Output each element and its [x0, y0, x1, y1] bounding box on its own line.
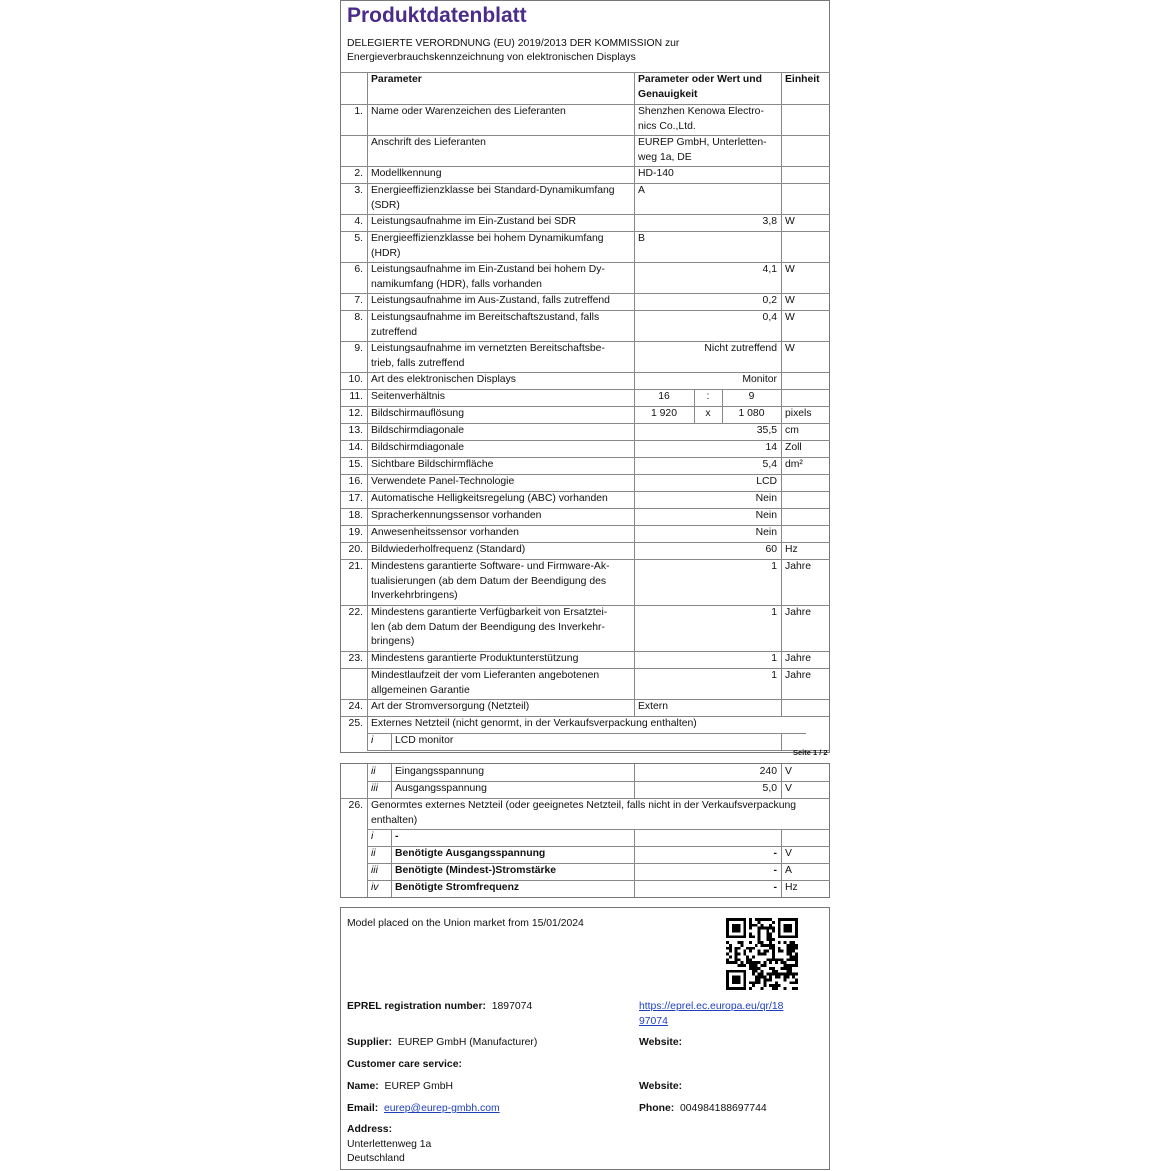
row-number: 3. — [354, 185, 363, 196]
table-rule — [781, 863, 782, 880]
row-value: - — [773, 865, 777, 876]
table-rule — [391, 863, 392, 880]
row-number: 6. — [354, 264, 363, 275]
row-unit — [781, 166, 830, 183]
row-value: 5,0 — [762, 783, 777, 794]
row-parameter: Bildschirmdiagonale — [371, 425, 464, 436]
table-rule — [781, 406, 782, 423]
table-rule — [781, 214, 782, 231]
table-rule — [781, 440, 782, 457]
table-rule — [634, 651, 635, 668]
row-number: 1. — [354, 106, 363, 117]
table-rule — [391, 764, 392, 781]
qr-code-icon[interactable] — [726, 918, 798, 990]
row-value: 4,1 — [762, 264, 777, 275]
row-value: - — [773, 882, 777, 893]
table-rule — [634, 135, 635, 166]
table-rule — [634, 542, 635, 559]
row-value: 35,5 — [756, 425, 777, 436]
row-value: 0,4 — [762, 312, 777, 323]
table-rule — [367, 699, 368, 716]
row-parameter: Mindestlaufzeit der vom Lieferanten angebotenen allgemeinen Garantie — [371, 670, 600, 696]
row-unit — [781, 474, 830, 491]
table-rule — [722, 389, 723, 406]
table-rule — [781, 508, 782, 525]
row-parameter: Leistungsaufnahme im Ein-Zustand bei SDR — [371, 216, 577, 227]
table-rule — [634, 262, 635, 293]
page-number: Seite 1 / 2 — [793, 748, 828, 757]
row-value-b: 9 — [748, 391, 755, 402]
table-rule — [781, 605, 782, 651]
row-number: 26. — [348, 800, 363, 811]
table-rule — [634, 863, 635, 880]
row-unit — [781, 183, 830, 214]
header-parameter: Parameter — [371, 74, 422, 85]
table-rule — [634, 605, 635, 651]
customer-care-label: Customer care service: — [347, 1059, 462, 1070]
row-unit: Jahre — [785, 607, 811, 618]
row-value: A — [638, 185, 645, 196]
row-parameter: Leistungsaufnahme im vernetzten Bereitschaftsbe- trieb, falls zutreffend — [371, 343, 605, 369]
row-parameter: Eingangsspannung — [395, 766, 484, 777]
row-value: 60 — [765, 544, 777, 555]
table-rule — [634, 880, 635, 897]
row-parameter: Leistungsaufnahme im Ein-Zustand bei hohem Dy- namikumfang (HDR), falls vorhanden — [371, 264, 605, 290]
row-unit: Jahre — [785, 653, 811, 664]
row-unit: pixels — [785, 408, 812, 419]
row-number: 24. — [348, 701, 363, 712]
row-unit: V — [785, 766, 792, 777]
row-parameter: Mindestens garantierte Produktunterstützung — [371, 653, 579, 664]
table-rule — [781, 829, 782, 846]
table-rule — [781, 651, 782, 668]
table-rule — [634, 183, 635, 214]
header-value: Parameter oder Wert und Genauigkeit — [638, 74, 762, 100]
row-parameter: Bildwiederholfrequenz (Standard) — [371, 544, 526, 555]
row-number: 11. — [349, 391, 363, 402]
row-parameter: Energieeffizienzklasse bei hohem Dynamikumfang (HDR) — [371, 233, 604, 259]
table-rule — [634, 341, 635, 372]
row-value: 3,8 — [762, 216, 777, 227]
table-rule — [367, 183, 368, 214]
table-rule — [367, 72, 368, 104]
table-rule — [781, 372, 782, 389]
table-rule — [367, 293, 368, 310]
row-unit — [781, 508, 830, 525]
row-value: Nein — [755, 493, 777, 504]
table-rule — [781, 733, 782, 750]
row-number: 13. — [348, 425, 363, 436]
table-rule — [634, 372, 635, 389]
table-rule — [367, 135, 368, 166]
row-value: 1 — [771, 670, 777, 681]
row-number: 5. — [354, 233, 363, 244]
row-unit: Zoll — [785, 442, 802, 453]
table-rule — [634, 440, 635, 457]
row-value: Nein — [755, 510, 777, 521]
table-rule — [367, 310, 368, 341]
row-number: 17. — [348, 493, 363, 504]
eprel-link[interactable]: https://eprel.ec.europa.eu/qr/18 97074 — [639, 1001, 784, 1027]
table-rule — [367, 423, 368, 440]
row-parameter: Anwesenheitssensor vorhanden — [371, 527, 519, 538]
table-rule — [367, 508, 368, 525]
row-unit — [781, 104, 830, 135]
row-value: Shenzhen Kenowa Electro- nics Co.,Ltd. — [638, 106, 764, 132]
row-number: 20. — [348, 544, 363, 555]
row-value: Nein — [755, 527, 777, 538]
row-unit: Hz — [785, 882, 798, 893]
row-parameter: Leistungsaufnahme im Bereitschaftszustand, falls zutreffend — [371, 312, 600, 338]
table-rule — [634, 764, 635, 781]
table-rule — [722, 406, 723, 423]
eprel-info-box — [340, 907, 830, 1170]
row-value: 0,2 — [762, 295, 777, 306]
row-number: 7. — [354, 295, 363, 306]
table-rule — [367, 440, 368, 457]
table-rule — [781, 559, 782, 605]
row-parameter: Name oder Warenzeichen des Lieferanten — [371, 106, 566, 117]
row-parameter: Art der Stromversorgung (Netzteil) — [371, 701, 530, 712]
customer-care-phone: Phone: 004984188697744 — [639, 1103, 767, 1114]
row-parameter: Anschrift des Lieferanten — [371, 137, 486, 148]
table-rule — [391, 781, 392, 798]
table-rule — [634, 474, 635, 491]
row-number: 19. — [348, 527, 363, 538]
row-unit — [781, 135, 830, 166]
row-unit — [781, 389, 830, 406]
row-value-a: 16 — [658, 391, 670, 402]
table-rule — [781, 781, 782, 798]
row-parameter: Art des elektronischen Displays — [371, 374, 516, 385]
row-number: 15. — [348, 459, 363, 470]
customer-care-name: Name: EUREP GmbH — [347, 1081, 454, 1092]
table-rule — [367, 605, 368, 651]
table-rule — [781, 262, 782, 293]
table-rule — [634, 846, 635, 863]
table-rule — [781, 423, 782, 440]
table-rule — [367, 341, 368, 372]
customer-care-email: Email: eurep@eurep-gmbh.com — [347, 1103, 500, 1114]
row-value: 1 — [771, 607, 777, 618]
table-rule — [367, 798, 368, 829]
datasheet-page-2 — [340, 763, 830, 898]
table-rule — [367, 651, 368, 668]
table-rule — [634, 72, 635, 104]
table-rule — [367, 372, 368, 389]
row-number: 10. — [348, 374, 363, 385]
row-number: 8. — [354, 312, 363, 323]
datasheet-page-1 — [340, 0, 830, 753]
regulation-text: DELEGIERTE VERORDNUNG (EU) 2019/2013 DER KOMMISSION zur Energieverbrauchskennzeichnung von elektronischen Displays — [347, 38, 680, 63]
row-parameter: Benötigte Ausgangsspannung — [395, 848, 546, 859]
table-rule — [781, 846, 782, 863]
row-unit: dm² — [785, 459, 803, 470]
table-rule — [781, 699, 782, 716]
row-sub-label: ii — [371, 848, 376, 859]
table-rule — [367, 214, 368, 231]
row-value: 5,4 — [762, 459, 777, 470]
table-rule — [391, 846, 392, 863]
table-rule — [634, 668, 635, 699]
row-value: 1 — [771, 653, 777, 664]
row-value — [634, 829, 781, 846]
website-label: Website: — [639, 1037, 683, 1048]
row-unit: W — [785, 216, 795, 227]
table-rule — [634, 406, 635, 423]
row-unit: W — [785, 264, 795, 275]
row-unit — [781, 372, 830, 389]
row-unit: Jahre — [785, 670, 811, 681]
table-rule — [391, 880, 392, 897]
row-parameter: Bildschirmdiagonale — [371, 442, 464, 453]
table-rule — [781, 135, 782, 166]
row-number: 22. — [348, 607, 363, 618]
table-rule — [781, 474, 782, 491]
row-parameter: Verwendete Panel-Technologie — [371, 476, 515, 487]
row-unit — [781, 699, 830, 716]
table-rule — [781, 72, 782, 104]
table-rule — [367, 457, 368, 474]
table-rule — [781, 341, 782, 372]
table-rule — [634, 104, 635, 135]
row-parameter: Sichtbare Bildschirmfläche — [371, 459, 494, 470]
table-rule — [634, 559, 635, 605]
page-title: Produktdatenblatt — [347, 4, 527, 27]
row-parameter: Benötigte Stromfrequenz — [395, 882, 520, 893]
row-unit: W — [785, 312, 795, 323]
row-value: LCD — [756, 476, 777, 487]
table-rule — [634, 491, 635, 508]
table-rule — [634, 231, 635, 262]
row-number: 2. — [354, 168, 363, 179]
row-parameter: Externes Netzteil (nicht genormt, in der Verkaufsverpackung enthalten) — [371, 718, 697, 729]
row-unit — [781, 491, 830, 508]
table-rule — [367, 525, 368, 542]
row-sub-label: iii — [371, 865, 378, 876]
row-value-a: 1 920 — [650, 408, 677, 419]
table-rule — [694, 406, 695, 423]
row-sub-label: iii — [371, 783, 378, 794]
row-value: Monitor — [742, 374, 777, 385]
row-sub-text: LCD monitor — [395, 735, 454, 746]
row-parameter: - — [395, 831, 399, 842]
table-rule — [781, 668, 782, 699]
table-rule — [634, 423, 635, 440]
row-unit: V — [785, 783, 792, 794]
table-rule — [634, 457, 635, 474]
row-value: 240 — [759, 766, 777, 777]
row-unit — [781, 231, 830, 262]
row-number — [341, 135, 367, 166]
row-parameter: Automatische Helligkeitsregelung (ABC) vorhanden — [371, 493, 608, 504]
row-value: EUREP GmbH, Unterletten- weg 1a, DE — [638, 137, 767, 163]
table-rule — [367, 668, 368, 699]
table-rule — [367, 474, 368, 491]
table-rule — [781, 764, 782, 781]
table-rule — [781, 542, 782, 559]
row-number: 12. — [348, 408, 363, 419]
row-value-separator: x — [705, 408, 711, 419]
table-rule — [634, 214, 635, 231]
table-rule — [367, 829, 368, 846]
table-rule — [634, 525, 635, 542]
table-rule — [781, 183, 782, 214]
table-rule — [367, 846, 368, 863]
table-rule — [634, 781, 635, 798]
row-number: 18. — [348, 510, 363, 521]
row-parameter: Energieeffizienzklasse bei Standard-Dynamikumfang (SDR) — [371, 185, 615, 211]
table-rule — [634, 508, 635, 525]
row-unit: W — [785, 295, 795, 306]
table-rule — [367, 406, 368, 423]
row-number: 14. — [348, 442, 363, 453]
row-parameter: Modellkennung — [371, 168, 442, 179]
row-value-separator: : — [706, 391, 710, 402]
table-rule — [634, 293, 635, 310]
row-parameter: Leistungsaufnahme im Aus-Zustand, falls zutreffend — [371, 295, 610, 306]
row-value-b: 1 080 — [738, 408, 765, 419]
row-number: 16. — [348, 476, 363, 487]
row-unit: W — [785, 343, 795, 354]
table-rule — [367, 491, 368, 508]
row-sub-label: iv — [371, 882, 379, 893]
table-rule — [781, 310, 782, 341]
row-parameter: Spracherkennungssensor vorhanden — [371, 510, 542, 521]
row-value: B — [638, 233, 645, 244]
row-parameter: Mindestens garantierte Verfügbarkeit von Ersatztei- len (ab dem Datum der Beendigung des Inverkehr- bringens) — [371, 607, 608, 647]
table-rule — [634, 166, 635, 183]
row-number: 21. — [348, 561, 363, 572]
row-unit — [781, 525, 830, 542]
table-rule — [781, 389, 782, 406]
row-number: 4. — [354, 216, 363, 227]
row-unit: V — [785, 848, 792, 859]
table-rule — [367, 863, 368, 880]
row-unit: Jahre — [785, 561, 811, 572]
supplier: Supplier: EUREP GmbH (Manufacturer) — [347, 1037, 538, 1048]
table-rule — [634, 829, 635, 846]
row-parameter: Seitenverhältnis — [371, 391, 445, 402]
row-number: 25. — [348, 718, 363, 729]
row-unit — [781, 829, 830, 846]
table-rule — [781, 104, 782, 135]
table-rule — [367, 166, 368, 183]
row-value: 1 — [771, 561, 777, 572]
table-rule — [367, 750, 830, 751]
row-parameter: Bildschirmauflösung — [371, 408, 464, 419]
row-sub-label: i — [371, 735, 374, 746]
row-value: HD-140 — [638, 168, 674, 179]
row-unit: Hz — [785, 544, 798, 555]
table-rule — [367, 389, 368, 406]
table-rule — [634, 310, 635, 341]
table-rule — [391, 829, 392, 846]
row-parameter: Mindestens garantierte Software- und Firmware-Ak- tualisierungen (ab dem Datum der Beendigung des Inverkehrbringens) — [371, 561, 610, 601]
row-number: 23. — [348, 653, 363, 664]
row-parameter: Genormtes externes Netzteil (oder geeignetes Netzteil, falls nicht in der Verkaufsverpackung enthalten) — [371, 800, 797, 826]
table-rule — [367, 542, 368, 559]
eprel-registration: EPREL registration number: 1897074 — [347, 1001, 533, 1012]
table-rule — [781, 166, 782, 183]
table-rule — [781, 457, 782, 474]
table-rule — [367, 764, 368, 798]
row-number — [341, 668, 367, 699]
table-rule — [634, 699, 635, 716]
email-link[interactable]: eurep@eurep-gmbh.com — [383, 1103, 500, 1114]
header-unit: Einheit — [785, 74, 820, 85]
row-parameter: Benötigte (Mindest-)Stromstärke — [395, 865, 557, 876]
table-rule — [367, 231, 368, 262]
table-rule — [781, 525, 782, 542]
table-rule — [781, 880, 782, 897]
table-rule — [694, 389, 695, 406]
table-rule — [781, 491, 782, 508]
table-rule — [391, 733, 392, 750]
table-rule — [367, 262, 368, 293]
row-value: - — [773, 848, 777, 859]
row-parameter: Ausgangsspannung — [395, 783, 487, 794]
table-rule — [367, 104, 368, 135]
row-unit: cm — [785, 425, 799, 436]
table-rule — [367, 559, 368, 605]
customer-care-address: Address: Unterlettenweg 1a Deutschland — [347, 1124, 432, 1164]
website2-label: Website: — [639, 1081, 683, 1092]
table-rule — [781, 293, 782, 310]
row-sub-label: i — [371, 831, 374, 842]
row-value: Nicht zutreffend — [704, 343, 777, 354]
row-value: 14 — [765, 442, 777, 453]
table-rule — [781, 231, 782, 262]
row-unit: A — [785, 865, 792, 876]
row-sub-label: ii — [371, 766, 376, 777]
market-date: Model placed on the Union market from 15/01/2024 — [347, 918, 584, 929]
table-rule — [634, 389, 635, 406]
table-rule — [367, 880, 368, 897]
row-value: Extern — [638, 701, 669, 712]
row-number: 9. — [354, 343, 363, 354]
